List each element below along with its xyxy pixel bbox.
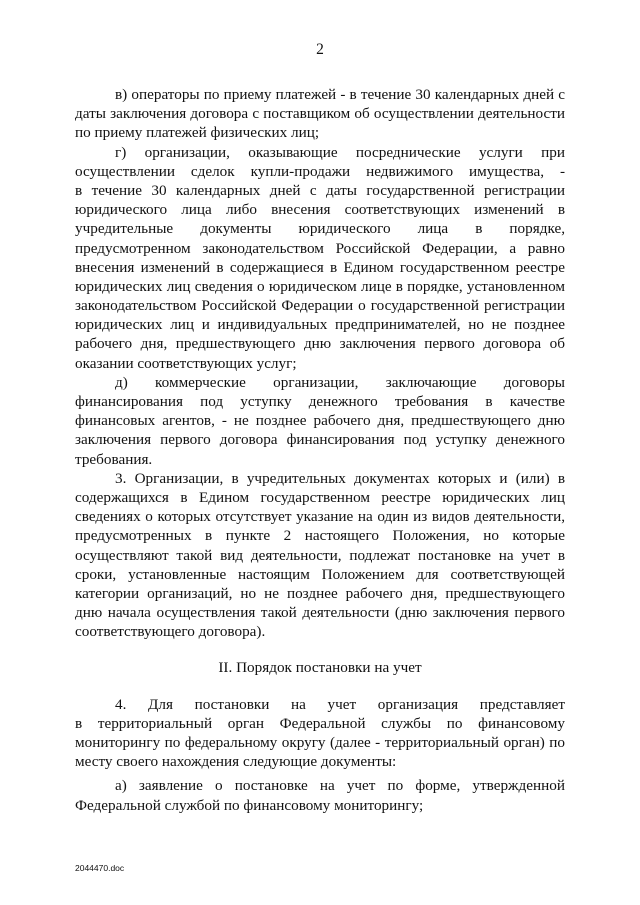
paragraph-line: оказании соответствующих услуг; <box>75 354 297 372</box>
paragraph-line: предусмотренном законодательством Российской Федерации, а равно <box>75 239 565 257</box>
paragraph-line: сведениях о которых отсутствует указание на один из видов деятельности, <box>75 508 565 526</box>
paragraph-line: юридических лиц и индивидуальных предпринимателей, но не позднее <box>75 316 565 334</box>
paragraph-line: осуществляют такой вид деятельности, подлежат постановке на учет в <box>75 546 565 564</box>
paragraph-line: мониторингу по федеральному округу (далее - территориальный орган) по <box>75 734 565 752</box>
paragraphs-after-section <box>75 695 565 815</box>
paragraph-line: Федеральной службой по финансовому мониторингу; <box>75 796 424 814</box>
paragraph-line: рабочего дня, предшествующего дню заключения первого договора об <box>75 335 565 353</box>
paragraph-line: юридических лиц сведения о юридическом лице в порядке, установленном <box>75 277 565 295</box>
paragraph-line: дню начала осуществления такой деятельности (дню заключения первого <box>75 604 565 622</box>
paragraph-line: в) операторы по приему платежей - в течение 30 календарных дней с <box>115 86 565 103</box>
footer-filename: 2044470.doc <box>75 863 125 873</box>
paragraph-line: д) коммерческие организации, заключающие договоры <box>115 373 565 391</box>
paragraph <box>75 469 565 642</box>
page-number: 2 <box>316 41 324 58</box>
paragraph-line: 4. Для постановки на учет организация представляет <box>115 695 565 713</box>
paragraph-line: требования. <box>75 450 153 468</box>
paragraph-line: законодательством Российской Федерации о государственной регистрации <box>75 297 565 315</box>
paragraph-line: категории организаций, но не позднее рабочего дня, предшествующего <box>75 584 565 602</box>
paragraph-line: соответствующего договора). <box>75 623 266 641</box>
document-body <box>75 85 565 815</box>
paragraph-line: даты заключения договора с поставщиком об осуществлении деятельности <box>75 105 565 123</box>
paragraph-line: внесения изменений в содержащиеся в Едином государственном реестре <box>75 258 565 276</box>
paragraph <box>75 85 565 143</box>
paragraph-line: г) организации, оказывающие посреднические услуги при <box>115 143 565 161</box>
paragraph <box>75 373 565 469</box>
paragraph-line: 3. Организации, в учредительных документах которых и (или) в <box>115 469 565 487</box>
paragraph-line: по приему платежей физических лиц; <box>75 124 320 142</box>
paragraph-line: сроки, установленные настоящим Положением для соответствующей <box>75 565 565 583</box>
paragraph-line: предусмотренных в пункте 2 настоящего Положения, но которые <box>75 527 565 545</box>
paragraph-line: юридического лица либо внесения соответствующих изменений в <box>75 201 565 219</box>
paragraph <box>75 695 565 772</box>
section-heading: II. Порядок постановки на учет <box>218 659 422 677</box>
paragraph-line: заключения первого договора финансирования под уступку денежного <box>75 431 565 449</box>
paragraph-line: содержащихся в Едином государственном реестре юридических лиц <box>75 488 565 506</box>
paragraph-line: месту своего нахождения следующие документы: <box>75 753 397 771</box>
paragraph-line: в течение 30 календарных дней с даты государственной регистрации <box>75 181 565 199</box>
paragraph-line: учредительные документы юридического лица в порядке, <box>75 220 565 238</box>
paragraph-line: финансирования под уступку денежного требования в качестве <box>75 393 565 410</box>
paragraph <box>75 143 565 373</box>
paragraph <box>75 776 565 814</box>
paragraph-line: осуществлении сделок купли-продажи недвижимого имущества, - <box>75 162 565 180</box>
paragraphs-before-section <box>75 85 565 641</box>
paragraph-line: финансовых агентов, - не позднее рабочего дня, предшествующего дню <box>75 412 565 430</box>
paragraph-line: а) заявление о постановке на учет по форме, утвержденной <box>115 777 565 795</box>
paragraph-line: в территориальный орган Федеральной службы по финансовому <box>75 714 565 732</box>
